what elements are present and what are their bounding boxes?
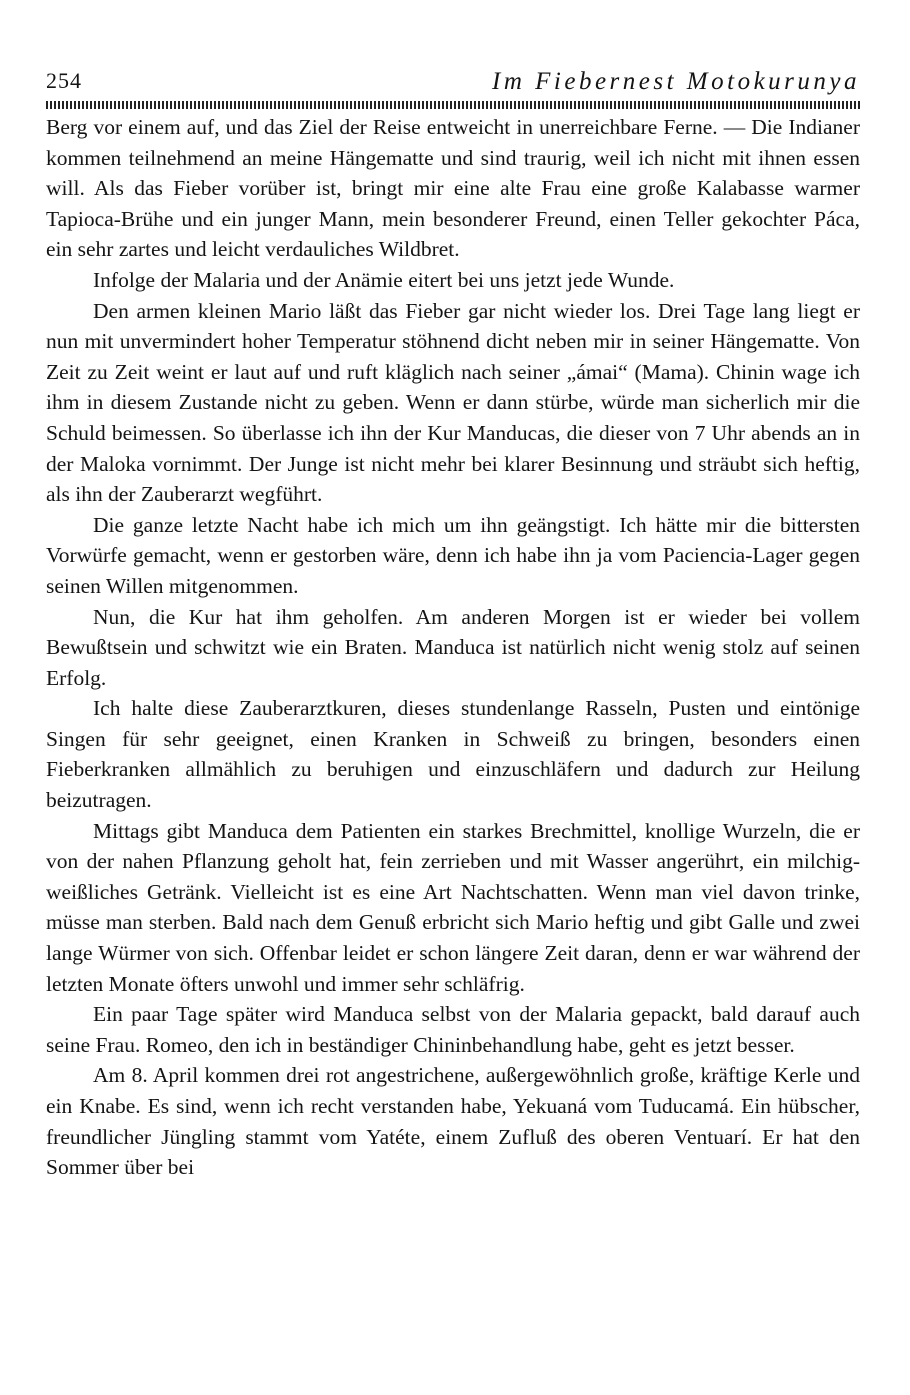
paragraph-4: Die ganze letzte Nacht habe ich mich um ihn geängstigt. Ich hätte mir die bittersten Vorwürfe gemacht, wenn er gestorben wäre, denn ich habe ihn ja vom Paciencia-Lager gegen seinen Willen mitgenommen. xyxy=(46,512,860,598)
body-text xyxy=(46,112,860,1183)
paragraph-2: Infolge der Malaria und der Anämie eitert bei uns jetzt jede Wunde. xyxy=(93,267,675,292)
paragraph-8: Ein paar Tage später wird Manduca selbst von der Malaria gepackt, bald darauf auch seine Frau. Romeo, den ich in beständiger Chininbehandlung habe, geht es jetzt besser. xyxy=(46,1002,860,1057)
running-title: Im Fiebernest Motokurunya xyxy=(492,68,860,95)
header-rule xyxy=(46,101,860,109)
paragraph-7: Mittags gibt Manduca dem Patienten ein starkes Brechmittel, knollige Wurzeln, die er von der nahen Pflanzung geholt hat, fein zerrieben und mit Wasser angerührt, ein milchig-weißliches Getränk. Vielleicht ist es eine Art Nachtschatten. Wenn man viel davon trinke, müsse man sterben. Bald nach dem Genuß erbricht sich Mario heftig und gibt Galle und zwei lange Würmer von sich. Offenbar leidet er schon längere Zeit daran, denn er war während der letzten Monate öfters unwohl und immer sehr schläfrig. xyxy=(46,818,860,996)
paragraph-9: Am 8. April kommen drei rot angestrichene, außergewöhnlich große, kräftige Kerle und ein Knabe. Es sind, wenn ich recht verstanden habe, Yekuaná vom Tuducamá. Ein hübscher, freundlicher Jüngling stammt vom Yatéte, einem Zufluß des oberen Ventuarí. Er hat den Sommer über bei xyxy=(46,1063,860,1180)
paragraph-5: Nun, die Kur hat ihm geholfen. Am anderen Morgen ist er wieder bei vollem Bewußtsein und schwitzt wie ein Braten. Manduca ist natürlich nicht wenig stolz auf seinen Erfolg. xyxy=(46,604,860,690)
paragraph-1: Berg vor einem auf, und das Ziel der Reise entweicht in unerreichbare Ferne. — Die Indianer kommen teilnehmend an meine Hängematte und sind traurig, weil ich nicht mit ihnen essen will. Als das Fieber vorüber ist, bringt mir eine alte Frau eine große Kalabasse warmer Tapioca-Brühe und ein junger Mann, mein besonderer Freund, einen Teller gekochter Páca, ein sehr zartes und leicht verdauliches Wildbret. xyxy=(46,115,860,262)
paragraph-3: Den armen kleinen Mario läßt das Fieber gar nicht wieder los. Drei Tage lang liegt er nun mit unvermindert hoher Temperatur stöhnend dicht neben mir in seiner Hängematte. Von Zeit zu Zeit weint er laut auf und ruft kläglich nach seiner „ámai“ (Mama). Chinin wage ich ihm in diesem Zustande nicht zu geben. Wenn er dann stürbe, würde man sicherlich mir die Schuld beimessen. So überlasse ich ihn der Kur Manducas, die dieser von 7 Uhr abends an in der Maloka vornimmt. Der Junge ist nicht mehr bei klarer Besinnung und sträubt sich heftig, als ihn der Zauberarzt wegführt. xyxy=(46,298,860,507)
book-page xyxy=(46,68,860,1183)
running-head xyxy=(46,68,860,100)
paragraph-6: Ich halte diese Zauberarztkuren, dieses stundenlange Rasseln, Pusten und eintönige Singen für sehr geeignet, einen Kranken in Schweiß zu bringen, besonders einen Fieberkranken allmählich zu beruhigen und einzuschläfern und dadurch zur Heilung beizutragen. xyxy=(46,696,860,813)
page-number: 254 xyxy=(46,68,82,93)
